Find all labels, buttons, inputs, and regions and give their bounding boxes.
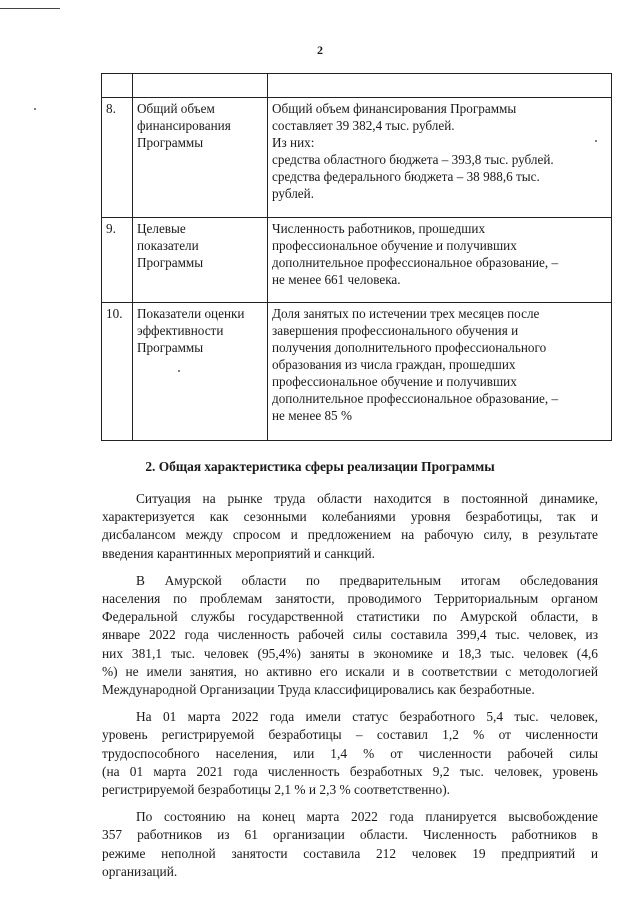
row-number: 9. bbox=[102, 218, 133, 303]
row-number: 8. bbox=[102, 98, 133, 218]
text-line: введения карантинных мероприятий и санкций. bbox=[102, 545, 375, 561]
row-value-line: получения дополнительного профессионального bbox=[272, 340, 547, 355]
text-line: На 01 марта 2022 года имели статус безработного 5,4 тыс. человек, bbox=[136, 709, 598, 725]
scan-edge-line bbox=[0, 8, 60, 9]
text-line: январе 2022 года численность рабочей силы составила 399,4 тыс. человек, из bbox=[102, 627, 598, 643]
row-value-line: профессиональное обучение и получивших bbox=[272, 374, 517, 389]
row-value-line: средства областного бюджета – 393,8 тыс. рублей. bbox=[272, 152, 554, 167]
text-line: характеризуется как сезонными колебаниями уровня безработицы, так и bbox=[102, 509, 598, 525]
table-row bbox=[102, 98, 612, 218]
row-name-line: Программы bbox=[137, 255, 204, 270]
row-value-line: составляет 39 382,4 тыс. рублей. bbox=[272, 118, 455, 133]
row-value-line: дополнительное профессиональное образование, – bbox=[272, 391, 559, 406]
scan-speck bbox=[34, 108, 36, 110]
text-line: Международной Организации Труда классифицировались как безработные. bbox=[102, 682, 535, 698]
row-value-line: завершения профессионального обучения и bbox=[272, 323, 519, 338]
row-name-line: Показатели оценки bbox=[137, 306, 245, 321]
program-passport-table bbox=[101, 73, 612, 441]
row-value bbox=[268, 218, 612, 303]
row-value-line: дополнительное профессиональное образование, – bbox=[272, 255, 559, 270]
paragraph bbox=[102, 708, 598, 799]
text-line: Ситуация на рынке труда области находится в постоянной динамике, bbox=[136, 491, 598, 506]
row-name-line: показатели bbox=[137, 238, 199, 253]
text-line: организаций. bbox=[102, 863, 178, 879]
row-name-line: Целевые bbox=[137, 221, 186, 236]
text-line: них 381,1 тыс. человек (95,4%) заняты в экономике и 18,3 тыс. человек (4,6 bbox=[102, 645, 598, 661]
row-value-line: Доля занятых по истечении трех месяцев после bbox=[272, 306, 540, 321]
text-line: уровень регистрируемой безработицы – составил 1,2 % от численности bbox=[102, 727, 598, 743]
table-row bbox=[102, 218, 612, 303]
paragraph bbox=[102, 490, 598, 563]
row-name-line: финансирования bbox=[137, 118, 231, 133]
text-line: (на 01 марта 2021 года численность безработных 9,2 тыс. человек, уровень bbox=[102, 763, 598, 779]
text-line: В Амурской области по предварительным итогам обследования bbox=[136, 572, 598, 588]
table-row bbox=[102, 303, 612, 441]
row-value-line: средства федерального бюджета – 38 988,6 тыс. bbox=[272, 169, 540, 184]
text-line: дисбалансом между спросом и предложением на рабочую силу, в результате bbox=[102, 527, 598, 543]
row-name-line: Общий объем bbox=[137, 101, 215, 116]
table-cell-empty bbox=[268, 74, 612, 98]
text-line: По состоянию на конец марта 2022 года планируется высвобождение bbox=[136, 809, 598, 825]
row-number: 10. bbox=[102, 303, 133, 441]
row-value bbox=[268, 303, 612, 441]
row-value-line: Численность работников, прошедших bbox=[272, 221, 486, 236]
row-value-line: образования из числа граждан, прошедших bbox=[272, 357, 516, 372]
row-value-line: не менее 85 % bbox=[272, 408, 352, 423]
row-value-line: рублей. bbox=[272, 186, 315, 201]
section-title: 2. Общая характеристика сферы реализации Программы bbox=[145, 459, 495, 474]
text-line: режиме неполной занятости составила 212 человек 19 предприятий и bbox=[102, 845, 598, 861]
row-name bbox=[133, 218, 268, 303]
row-name bbox=[133, 303, 268, 441]
row-value-line: Общий объем финансирования Программы bbox=[272, 101, 517, 116]
paragraph bbox=[102, 572, 598, 699]
row-name-line: эффективности bbox=[137, 323, 224, 338]
text-line: трудоспособного населения, или 1,4 % от численности рабочей силы bbox=[102, 745, 598, 761]
paragraph bbox=[102, 808, 598, 881]
row-name-line: Программы bbox=[137, 340, 204, 355]
row-value-line: не менее 661 человека. bbox=[272, 272, 401, 287]
table-cell-empty bbox=[133, 74, 268, 98]
text-line: регистрируемой безработицы 2,1 % и 2,3 % соответственно). bbox=[102, 782, 451, 798]
row-name-line: Программы bbox=[137, 135, 204, 150]
row-value bbox=[268, 98, 612, 218]
row-name bbox=[133, 98, 268, 218]
page-number: 2 bbox=[317, 43, 323, 57]
table-row bbox=[102, 74, 612, 98]
body-text bbox=[102, 490, 598, 890]
text-line: Федеральной службы государственной статистики по Амурской области, в bbox=[102, 609, 598, 625]
row-value-line: Из них: bbox=[272, 135, 315, 150]
text-line: %) не имели занятия, но активно его искали и в соответствии с методологией bbox=[102, 663, 598, 679]
table-cell-empty bbox=[102, 74, 133, 98]
text-line: 357 работников из 61 организации области. Численность работников в bbox=[102, 827, 598, 843]
row-value-line: профессиональное обучение и получивших bbox=[272, 238, 517, 253]
text-line: населения по проблемам занятости, проводимого Территориальным органом bbox=[102, 591, 598, 607]
